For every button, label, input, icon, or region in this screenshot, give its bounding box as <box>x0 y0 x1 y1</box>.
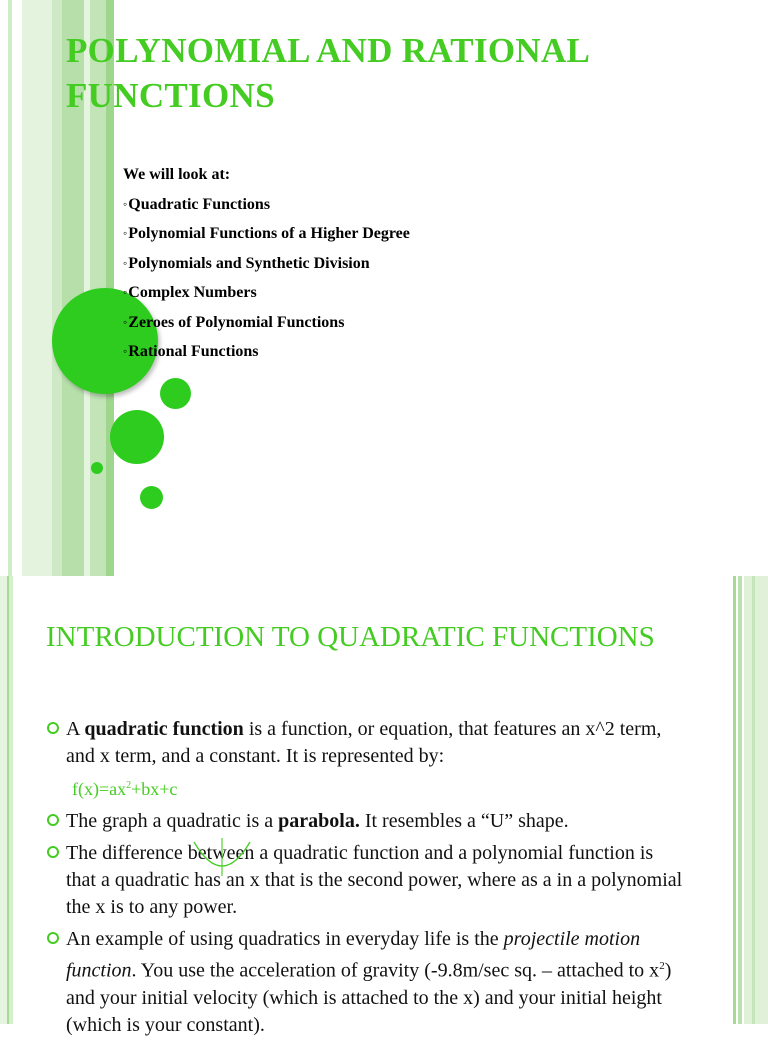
list-item: ◦Quadratic Functions <box>123 195 271 213</box>
decorative-stripe <box>752 576 755 1024</box>
slide-1-title: POLYNOMIAL AND RATIONAL FUNCTIONS <box>66 31 589 115</box>
parabola-sketch-icon <box>190 838 254 878</box>
slide-2-title: INTRODUCTION TO QUADRATIC FUNCTIONS <box>46 621 655 653</box>
ring-bullet-icon <box>47 846 59 858</box>
bullet-paragraph: The graph a quadratic is a parabola. It resembles a “U” shape. <box>46 808 686 835</box>
circle-bullet-icon: ◦ <box>123 344 128 358</box>
list-item: ◦Zeroes of Polynomial Functions <box>123 313 345 331</box>
decorative-stripe <box>22 0 52 576</box>
list-item: ◦Polynomial Functions of a Higher Degree <box>123 225 410 242</box>
decorative-stripe <box>733 576 736 1024</box>
decorative-circle <box>91 462 103 474</box>
slide-2 <box>0 576 768 1036</box>
decorative-stripe <box>738 576 742 1024</box>
decorative-stripe <box>744 576 768 1024</box>
circle-bullet-icon: ◦ <box>123 196 128 211</box>
bullet-paragraph: An example of using quadratics in everyday life is the projectile motion function. You use the acceleration of gravity (-9.8m/sec sq. – attached to $x^2$) and your initial velocity (which is attached to the x) and your initial height (which is your constant). <box>46 926 686 1039</box>
topic-list-intro: We will look at: <box>123 166 231 183</box>
decorative-stripe <box>0 576 7 1024</box>
ring-bullet-icon <box>47 814 59 826</box>
list-item: ◦Polynomials and Synthetic Division <box>123 254 370 272</box>
list-item: ◦Complex Numbers <box>123 284 257 301</box>
topic-list <box>123 163 683 370</box>
decorative-circle <box>160 378 191 409</box>
bullet-paragraph: A quadratic function is a function, or equation, that features an x^2 term, and x term, and a constant. It is represented by: <box>46 716 686 770</box>
circle-bullet-icon: ◦ <box>123 226 128 240</box>
circle-bullet-icon: ◦ <box>123 255 128 270</box>
decorative-stripe <box>52 0 62 576</box>
bullet-paragraph: The difference between a quadratic function and a polynomial function is that a quadratic has an x that is the second power, where as a in a polynomial the x is to any power. <box>46 840 686 921</box>
circle-bullet-icon: ◦ <box>123 314 128 329</box>
circle-bullet-icon: ◦ <box>123 285 128 299</box>
decorative-circle <box>140 486 163 509</box>
slide-2-body <box>46 716 686 1044</box>
decorative-stripe <box>8 0 12 576</box>
ring-bullet-icon <box>47 722 59 734</box>
ring-bullet-icon <box>47 932 59 944</box>
quadratic-formula: $f(x)=ax^2+bx+c$ <box>72 779 178 799</box>
decorative-stripe <box>9 576 13 1024</box>
decorative-circle <box>110 410 164 464</box>
list-item: ◦Rational Functions <box>123 343 259 360</box>
